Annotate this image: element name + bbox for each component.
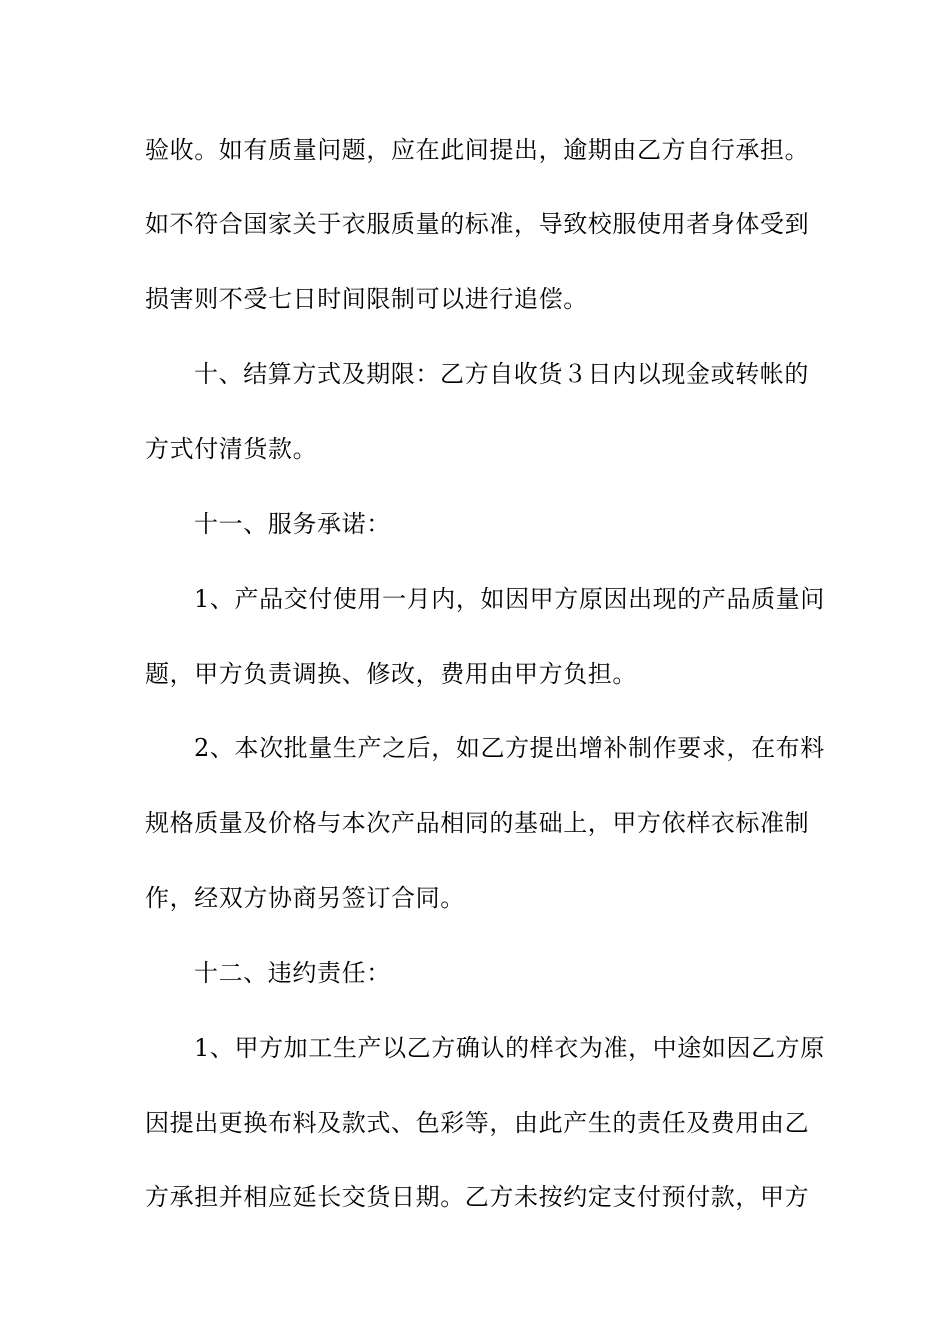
text-line-2: 如不符合国家关于衣服质量的标准，导致校服使用者身体受到 [145,210,810,238]
text-line-15: 方承担并相应延长交货日期。乙方未按约定支付预付款，甲方 [145,1183,810,1211]
text-line-11: 作，经双方协商另签订合同。 [145,884,465,912]
text-line-14: 因提出更换布料及款式、色彩等，由此产生的责任及费用由乙 [145,1109,810,1137]
text-line-3: 损害则不受七日时间限制可以进行追偿。 [145,285,588,313]
section-twelve-heading: 十二、违约责任： [194,959,391,987]
text-line-1: 验收。如有质量问题，应在此间提出，逾期由乙方自行承担。 [145,136,810,164]
item-2-line: 2、本次批量生产之后，如乙方提出增补制作要求，在布料 [194,734,825,762]
text-line-8: 题，甲方负责调换、修改，费用由甲方负担。 [145,660,637,688]
item-1-line: 1、产品交付使用一月内，如因甲方原因出现的产品质量问 [194,585,825,613]
text-line-5: 方式付清货款。 [145,435,318,463]
section-ten-heading-line: 十、结算方式及期限：乙方自收货３日内以现金或转帐的 [194,360,809,388]
penalty-item-1-line: 1、甲方加工生产以乙方确认的样衣为准，中途如因乙方原 [194,1034,825,1062]
section-eleven-heading: 十一、服务承诺： [194,510,391,538]
text-line-10: 规格质量及价格与本次产品相同的基础上，甲方依样衣标准制 [145,809,810,837]
